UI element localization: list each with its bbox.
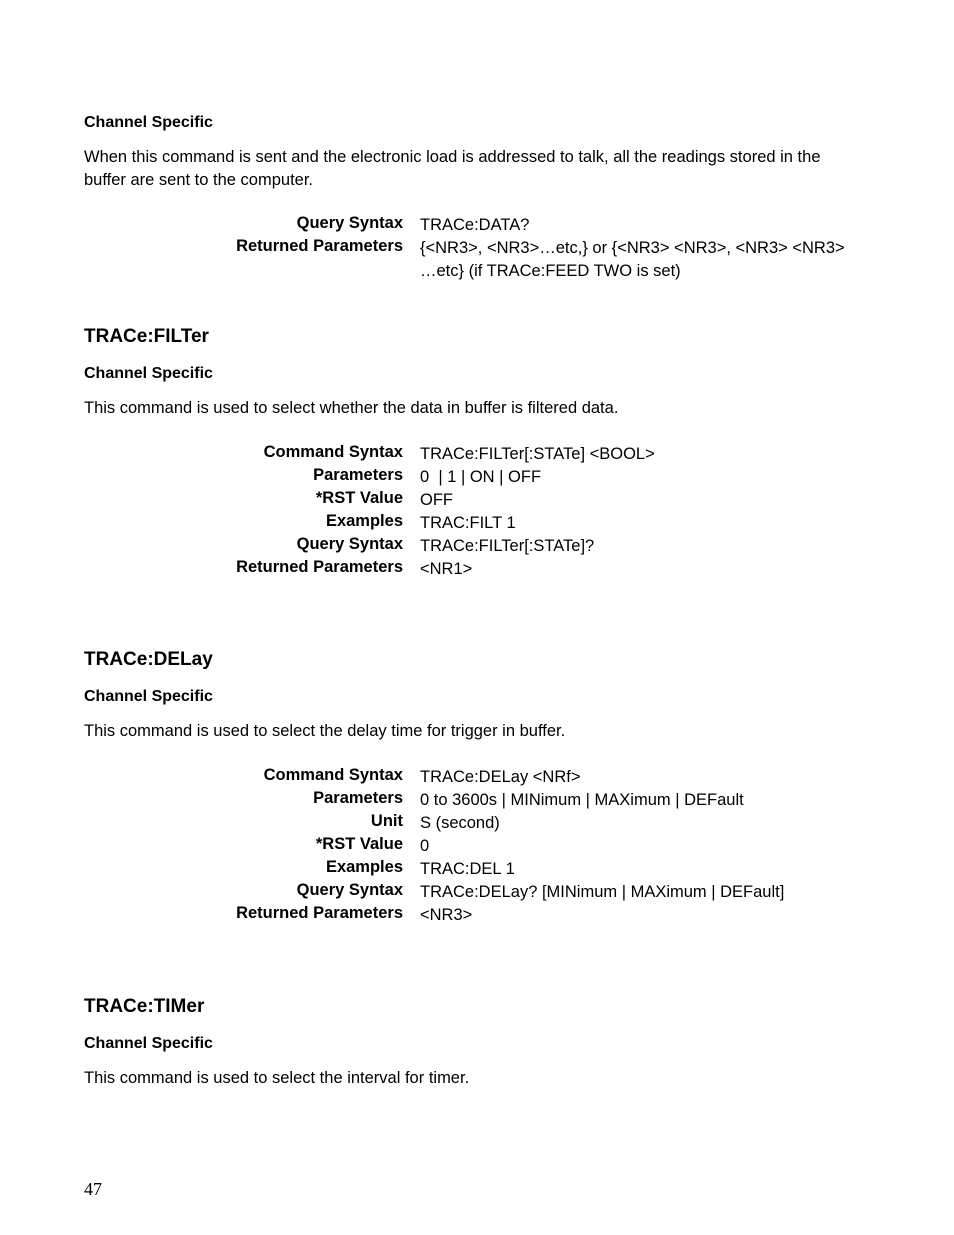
param-label: Query Syntax: [296, 535, 403, 553]
param-label: Returned Parameters: [236, 237, 403, 255]
param-label: Returned Parameters: [236, 904, 403, 922]
channel-specific-label: Channel Specific: [84, 688, 213, 705]
param-row: [84, 766, 884, 789]
param-value: TRAC:FILT 1: [420, 514, 516, 532]
param-value-continued: …etc} (if TRACe:FEED TWO is set): [420, 262, 681, 280]
param-value: TRACe:DELay <NRf>: [420, 768, 581, 786]
param-value: TRAC:DEL 1: [420, 860, 515, 878]
section-heading-filter: TRACe:FILTer: [84, 326, 209, 347]
param-value: TRACe:DATA?: [420, 216, 530, 234]
section-heading-timer: TRACe:TIMer: [84, 996, 205, 1017]
param-row: [84, 489, 884, 512]
param-label: Query Syntax: [296, 881, 403, 899]
delay-description: This command is used to select the delay time for trigger in buffer.: [84, 722, 566, 740]
param-row: [84, 535, 884, 558]
param-row: [84, 904, 884, 927]
param-row: [84, 789, 884, 812]
timer-description: This command is used to select the interval for timer.: [84, 1069, 470, 1087]
param-value: <NR3>: [420, 906, 473, 924]
param-value: 0 to 3600s | MINimum | MAXimum | DEFault: [420, 791, 744, 809]
param-value: <NR1>: [420, 560, 473, 578]
param-label: Examples: [325, 512, 403, 530]
param-row: [84, 812, 884, 835]
param-row: [84, 466, 884, 489]
param-value: TRACe:DELay? [MINimum | MAXimum | DEFault]: [420, 883, 785, 901]
param-row: [84, 237, 884, 283]
param-row: [84, 881, 884, 904]
channel-specific-label: Channel Specific: [84, 365, 213, 382]
param-label: Returned Parameters: [236, 558, 403, 576]
param-label: Parameters: [313, 466, 403, 484]
param-value: 0 | 1 | ON | OFF: [420, 468, 542, 486]
param-label: Query Syntax: [296, 214, 403, 232]
param-row: [84, 512, 884, 535]
param-value: 0: [420, 837, 430, 855]
param-label: Unit: [370, 812, 403, 830]
param-value: TRACe:FILTer[:STATe]?: [420, 537, 595, 555]
filter-description: This command is used to select whether the data in buffer is filtered data.: [84, 399, 619, 417]
param-row: [84, 558, 884, 581]
param-row: [84, 858, 884, 881]
section-heading-delay: TRACe:DELay: [84, 649, 213, 670]
param-label: Parameters: [313, 789, 403, 807]
param-row: [84, 443, 884, 466]
param-row: [84, 835, 884, 858]
param-label: *RST Value: [315, 835, 403, 853]
param-value: OFF: [420, 491, 453, 509]
param-value: {<NR3>, <NR3>…etc,} or {<NR3> <NR3>, <NR3> <NR3>: [420, 239, 845, 257]
channel-specific-label: Channel Specific: [84, 114, 213, 131]
param-row: [84, 214, 884, 237]
param-label: Examples: [325, 858, 403, 876]
param-value: TRACe:FILTer[:STATe] <BOOL>: [420, 445, 655, 463]
page-number: 47: [84, 1179, 102, 1199]
data-description: When this command is sent and the electronic load is addressed to talk, all the readings stored in the buffer are sent to the computer.: [84, 148, 821, 189]
channel-specific-label: Channel Specific: [84, 1035, 213, 1052]
param-label: Command Syntax: [263, 443, 403, 461]
param-label: Command Syntax: [263, 766, 403, 784]
param-label: *RST Value: [315, 489, 403, 507]
param-value: S (second): [420, 814, 500, 832]
